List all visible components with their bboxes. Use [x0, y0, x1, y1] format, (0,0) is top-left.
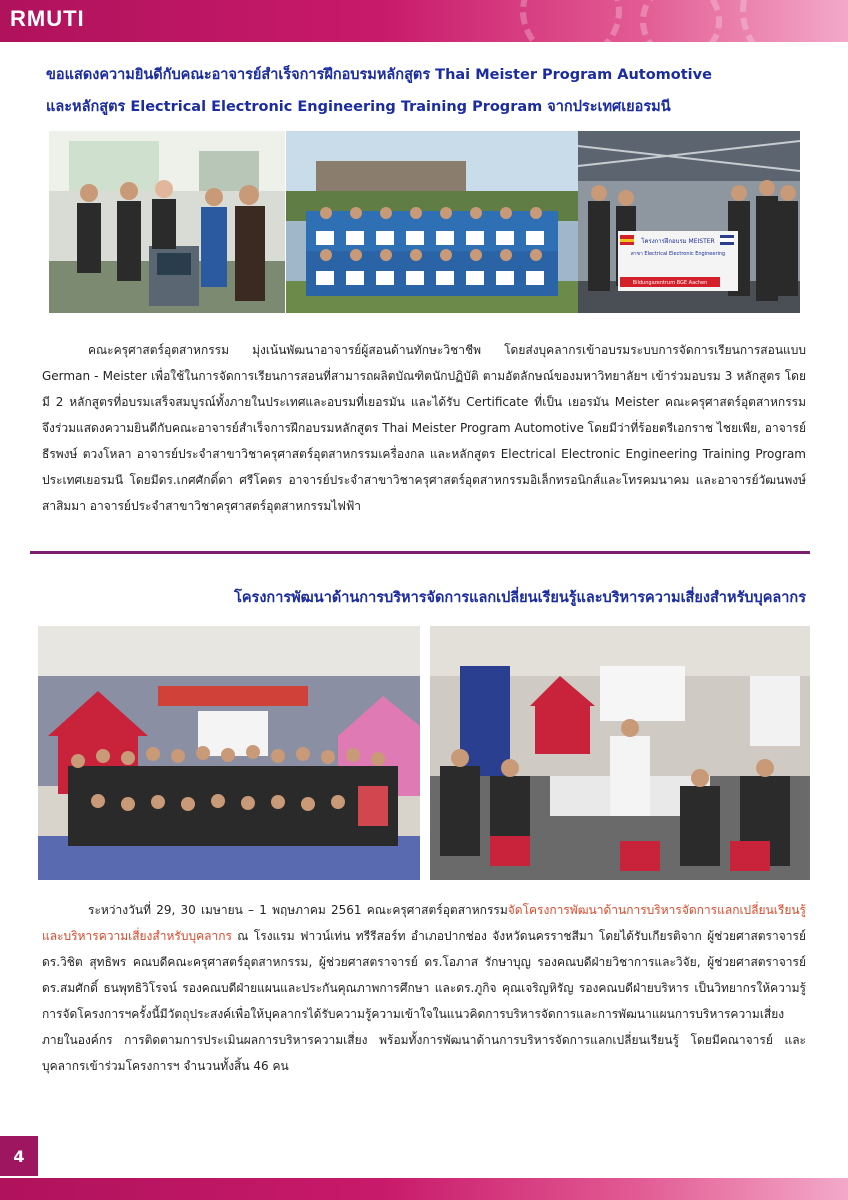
section-divider [30, 551, 810, 554]
photo-airport-banner [578, 131, 800, 313]
photo-workshop-group [49, 131, 285, 313]
section2-title: โครงการพัฒนาด้านการบริหารจัดการแลกเปลี่ยนเรียนรู้และบริหารความเสี่ยงสำหรับบุคลากร [234, 590, 806, 606]
gear-decoration-icon [520, 0, 622, 42]
photo-seminar-group [38, 626, 420, 880]
photo-seminar-lecture [430, 626, 810, 880]
footer-bar [0, 1178, 848, 1200]
section1-paragraph [42, 337, 806, 519]
photo-seminar-lecture-illustration [430, 626, 810, 880]
photo-certificate-group-illustration [286, 131, 578, 313]
banner-line: สาขา Electrical Electronic Engineering [630, 251, 726, 257]
logo: RMUTI [10, 6, 85, 31]
banner-title: โครงการฝึกอบรม MEISTER [641, 238, 715, 245]
section2-paragraph-highlight: จัดโครงการพัฒนาด้านการบริหารจัดการแลกเปลี่ยนเรียนรู้และบริหารความเสี่ยงสำหรับบุคลากร [42, 903, 806, 943]
section1-title-line2: และหลักสูตร Electrical Electronic Engineering Training Program จากประเทศเยอรมนี [46, 99, 671, 115]
section1-paragraph-text: คณะครุศาสตร์อุตสาหกรรม มุ่งเน้นพัฒนาอาจารย์ผู้สอนด้านทักษะวิชาชีพ โดยส่งบุคลากรเข้าอบรมระบบการจัดการเรียนการสอนแบบ German - Meister เพื่อใช้ในการจัดการเรียนการสอนที่สามารถผลิตบัณฑิตนักปฏิบัติ ตามอัตลักษณ์ของมหาวิทยาลัยฯ เข้าร่วมอบรม 3 หลักสูตร โดยมี 2 หลักสูตรที่อบรมเสร็จสมบูรณ์ทั้งภายในประเทศและอบรมที่เยอรมัน และได้รับ Certificate ที่เป็น เยอรมัน Meister คณะครุศาสตร์อุตสาหกรรม จึงร่วมแสดงความยินดีกับคณะอาจารย์สำเร็จการฝึกอบรมหลักสูตร Thai Meister Program Automotive โดยมีว่าที่ร้อยตรีเอกราช ไชยเพีย, อาจารย์ธีรพงษ์ ตวงโหลา อาจารย์ประจำสาขาวิชาครุศาสตร์อุตสาหกรรมเครื่องกล และหลักสูตร Electrical Electronic Engineering Training Program ประเทศเยอรมนี โดยมีดร.เกศศักดิ์ดา ศรีโคตร อาจารย์ประจำสาขาวิชาครุศาสตร์อุตสาหกรรมอิเล็กทรอนิกส์และโทรคมนาคม และอาจารย์วัฒนพงษ์ สาสิมมา อาจารย์ประจำสาขาวิชาครุศาสตร์อุตสาหกรรมไฟฟ้า [42, 343, 806, 513]
section2-paragraph [42, 897, 806, 1079]
section2-paragraph-pre: ระหว่างวันที่ 29, 30 เมษายน – 1 พฤษภาคม 2561 คณะครุศาสตร์อุตสาหกรรม [88, 903, 508, 917]
gear-decoration-icon [640, 0, 722, 42]
banner-sub: Bildungszentrum BGE Aachen [632, 280, 708, 286]
photo-certificate-group [286, 131, 578, 313]
gear-decoration-icon [740, 0, 848, 42]
section1-title-line1: ขอแสดงความยินดีกับคณะอาจารย์สำเร็จการฝึกอบรมหลักสูตร Thai Meister Program Automotive [46, 67, 712, 83]
header-bar [0, 0, 848, 42]
photo-seminar-group-illustration [38, 626, 420, 880]
photo-airport-banner-illustration [578, 131, 800, 313]
section2-paragraph-post: ณ โรงแรม ฟาวน์เท่น ทรีรีสอร์ท อำเภอปากช่อง จังหวัดนครราชสีมา โดยได้รับเกียรติจาก ผู้ช่วยศาสตราจารย์ ดร.วิชิต สุทธิพร คณบดีคณะครุศาสตร์อุตสาหกรรม, ผู้ช่วยศาสตราจารย์ ดร.โอภาส รักษาบุญ รองคณบดีฝ่ายวิชาการและวิจัย, ผู้ช่วยศาสตราจารย์ ดร.สมศักดิ์ ธนพุทธิวิโรจน์ รองคณบดีฝ่ายแผนและประกันคุณภาพการศึกษา และดร.ภูกิจ คุณเจริญหิรัญ รองคณบดีฝ่ายบริหาร เป็นวิทยากรให้ความรู้ การจัดโครงการฯครั้งนี้มีวัตถุประสงค์เพื่อให้บุคลากรได้รับความรู้ความเข้าใจในแนวคิดการบริหารจัดการและการพัฒนาแผนการบริหารความเสี่ยงภายในองค์กร การติดตามการประเมินผลการบริหารความเสี่ยง พร้อมทั้งการพัฒนาด้านการบริหารจัดการแลกเปลี่ยนเรียนรู้ โดยมีคณาจารย์ และบุคลากรเข้าร่วมโครงการฯ จำนวนทั้งสิ้น 46 คน [42, 929, 806, 1073]
page-number: 4 [0, 1136, 38, 1176]
photo-workshop-group-illustration [49, 131, 285, 313]
